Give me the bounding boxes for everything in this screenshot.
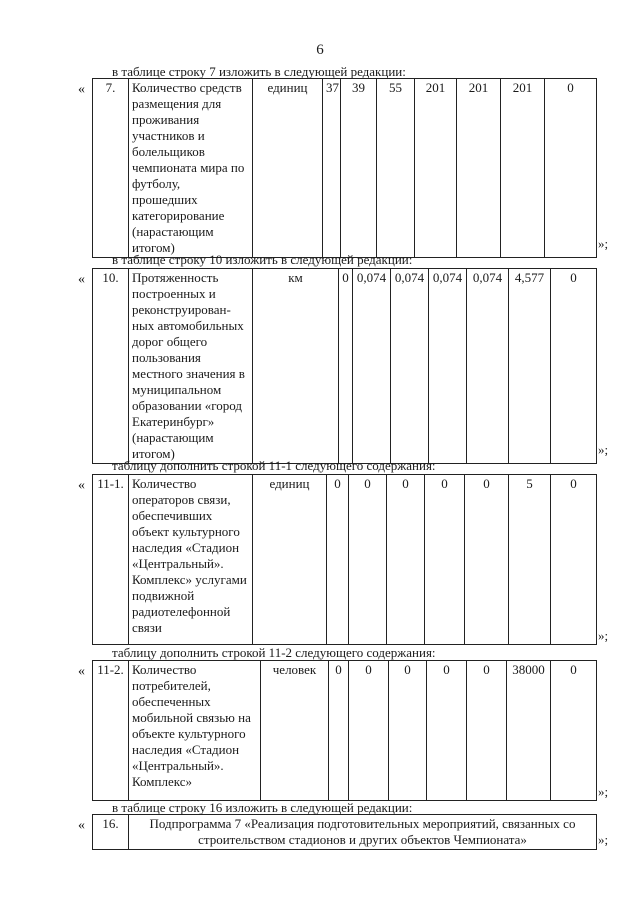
value-cell: 55 <box>377 79 415 258</box>
value-cell: 0 <box>551 661 597 801</box>
value-cell: 0 <box>349 475 387 645</box>
indicator-name: Количество потребителей, обеспеченных мобильной связью на объекте культурного наследия «Стадион «Центральный». Комплекс» <box>129 661 261 801</box>
value-cell: 4,577 <box>509 269 551 464</box>
unit: км <box>253 269 339 464</box>
value-cell: 0 <box>329 661 349 801</box>
table-row-10 <box>92 268 597 464</box>
value-cell: 201 <box>457 79 501 258</box>
table-row-11-2 <box>92 660 597 801</box>
value-cell: 0,074 <box>391 269 429 464</box>
value-cell: 0,074 <box>353 269 391 464</box>
section-intro: в таблице строку 10 изложить в следующей редакции: <box>112 252 413 267</box>
section-intro: таблицу дополнить строкой 11-2 следующего содержания: <box>112 645 436 660</box>
value-cell: 0 <box>387 475 425 645</box>
row-number: 11-2. <box>93 661 129 801</box>
opening-quote: « <box>78 818 85 833</box>
value-cell: 0 <box>545 79 597 258</box>
value-cell: 37 <box>323 79 341 258</box>
value-cell: 5 <box>509 475 551 645</box>
unit: единиц <box>253 475 327 645</box>
value-cell: 201 <box>415 79 457 258</box>
value-cell: 0,074 <box>467 269 509 464</box>
value-cell: 201 <box>501 79 545 258</box>
table-row-11-1 <box>92 474 597 645</box>
closing-quote: »; <box>598 784 609 799</box>
opening-quote: « <box>78 272 85 287</box>
table-row-16 <box>92 814 597 850</box>
value-cell: 0 <box>467 661 507 801</box>
indicator-name: Протяженность построенных и реконструирован-ных автомобильных дорог общего пользования местного значения в муниципальном образовании «город Екатеринбург» (нарастающим итогом) <box>129 269 253 464</box>
table-row-7 <box>92 78 597 258</box>
closing-quote: »; <box>598 628 609 643</box>
row-number: 11-1. <box>93 475 129 645</box>
row-number: 10. <box>93 269 129 464</box>
section-intro: в таблице строку 7 изложить в следующей редакции: <box>112 64 406 79</box>
closing-quote: »; <box>598 832 609 847</box>
row-number: 7. <box>93 79 129 258</box>
closing-quote: »; <box>598 442 609 457</box>
value-cell: 0 <box>427 661 467 801</box>
value-cell: 0 <box>389 661 427 801</box>
value-cell: 39 <box>341 79 377 258</box>
opening-quote: « <box>78 664 85 679</box>
unit: единиц <box>253 79 323 258</box>
page-number: 6 <box>316 42 324 58</box>
value-cell: 0 <box>327 475 349 645</box>
opening-quote: « <box>78 478 85 493</box>
subprogram-title: Подпрограмма 7 «Реализация подготовительных мероприятий, связанных со строительством стадионов и других объектов Чемпионата» <box>129 815 597 850</box>
value-cell: 0 <box>551 475 597 645</box>
value-cell: 0 <box>551 269 597 464</box>
closing-quote: »; <box>598 236 609 251</box>
indicator-name: Количество операторов связи, обеспечивших объект культурного наследия «Стадион «Центральный». Комплекс» услугами подвижной радиотелефонной связи <box>129 475 253 645</box>
row-number: 16. <box>93 815 129 850</box>
value-cell: 0 <box>349 661 389 801</box>
value-cell: 0 <box>339 269 353 464</box>
value-cell: 0 <box>465 475 509 645</box>
opening-quote: « <box>78 82 85 97</box>
value-cell: 0,074 <box>429 269 467 464</box>
indicator-name: Количество средств размещения для проживания участников и болельщиков чемпионата мира по футболу, прошедших категорирование (нарастающим итогом) <box>129 79 253 258</box>
value-cell: 0 <box>425 475 465 645</box>
value-cell: 38000 <box>507 661 551 801</box>
section-intro: в таблице строку 16 изложить в следующей редакции: <box>112 800 413 815</box>
section-intro: таблицу дополнить строкой 11-1 следующего содержания: <box>112 458 436 473</box>
unit: человек <box>261 661 329 801</box>
